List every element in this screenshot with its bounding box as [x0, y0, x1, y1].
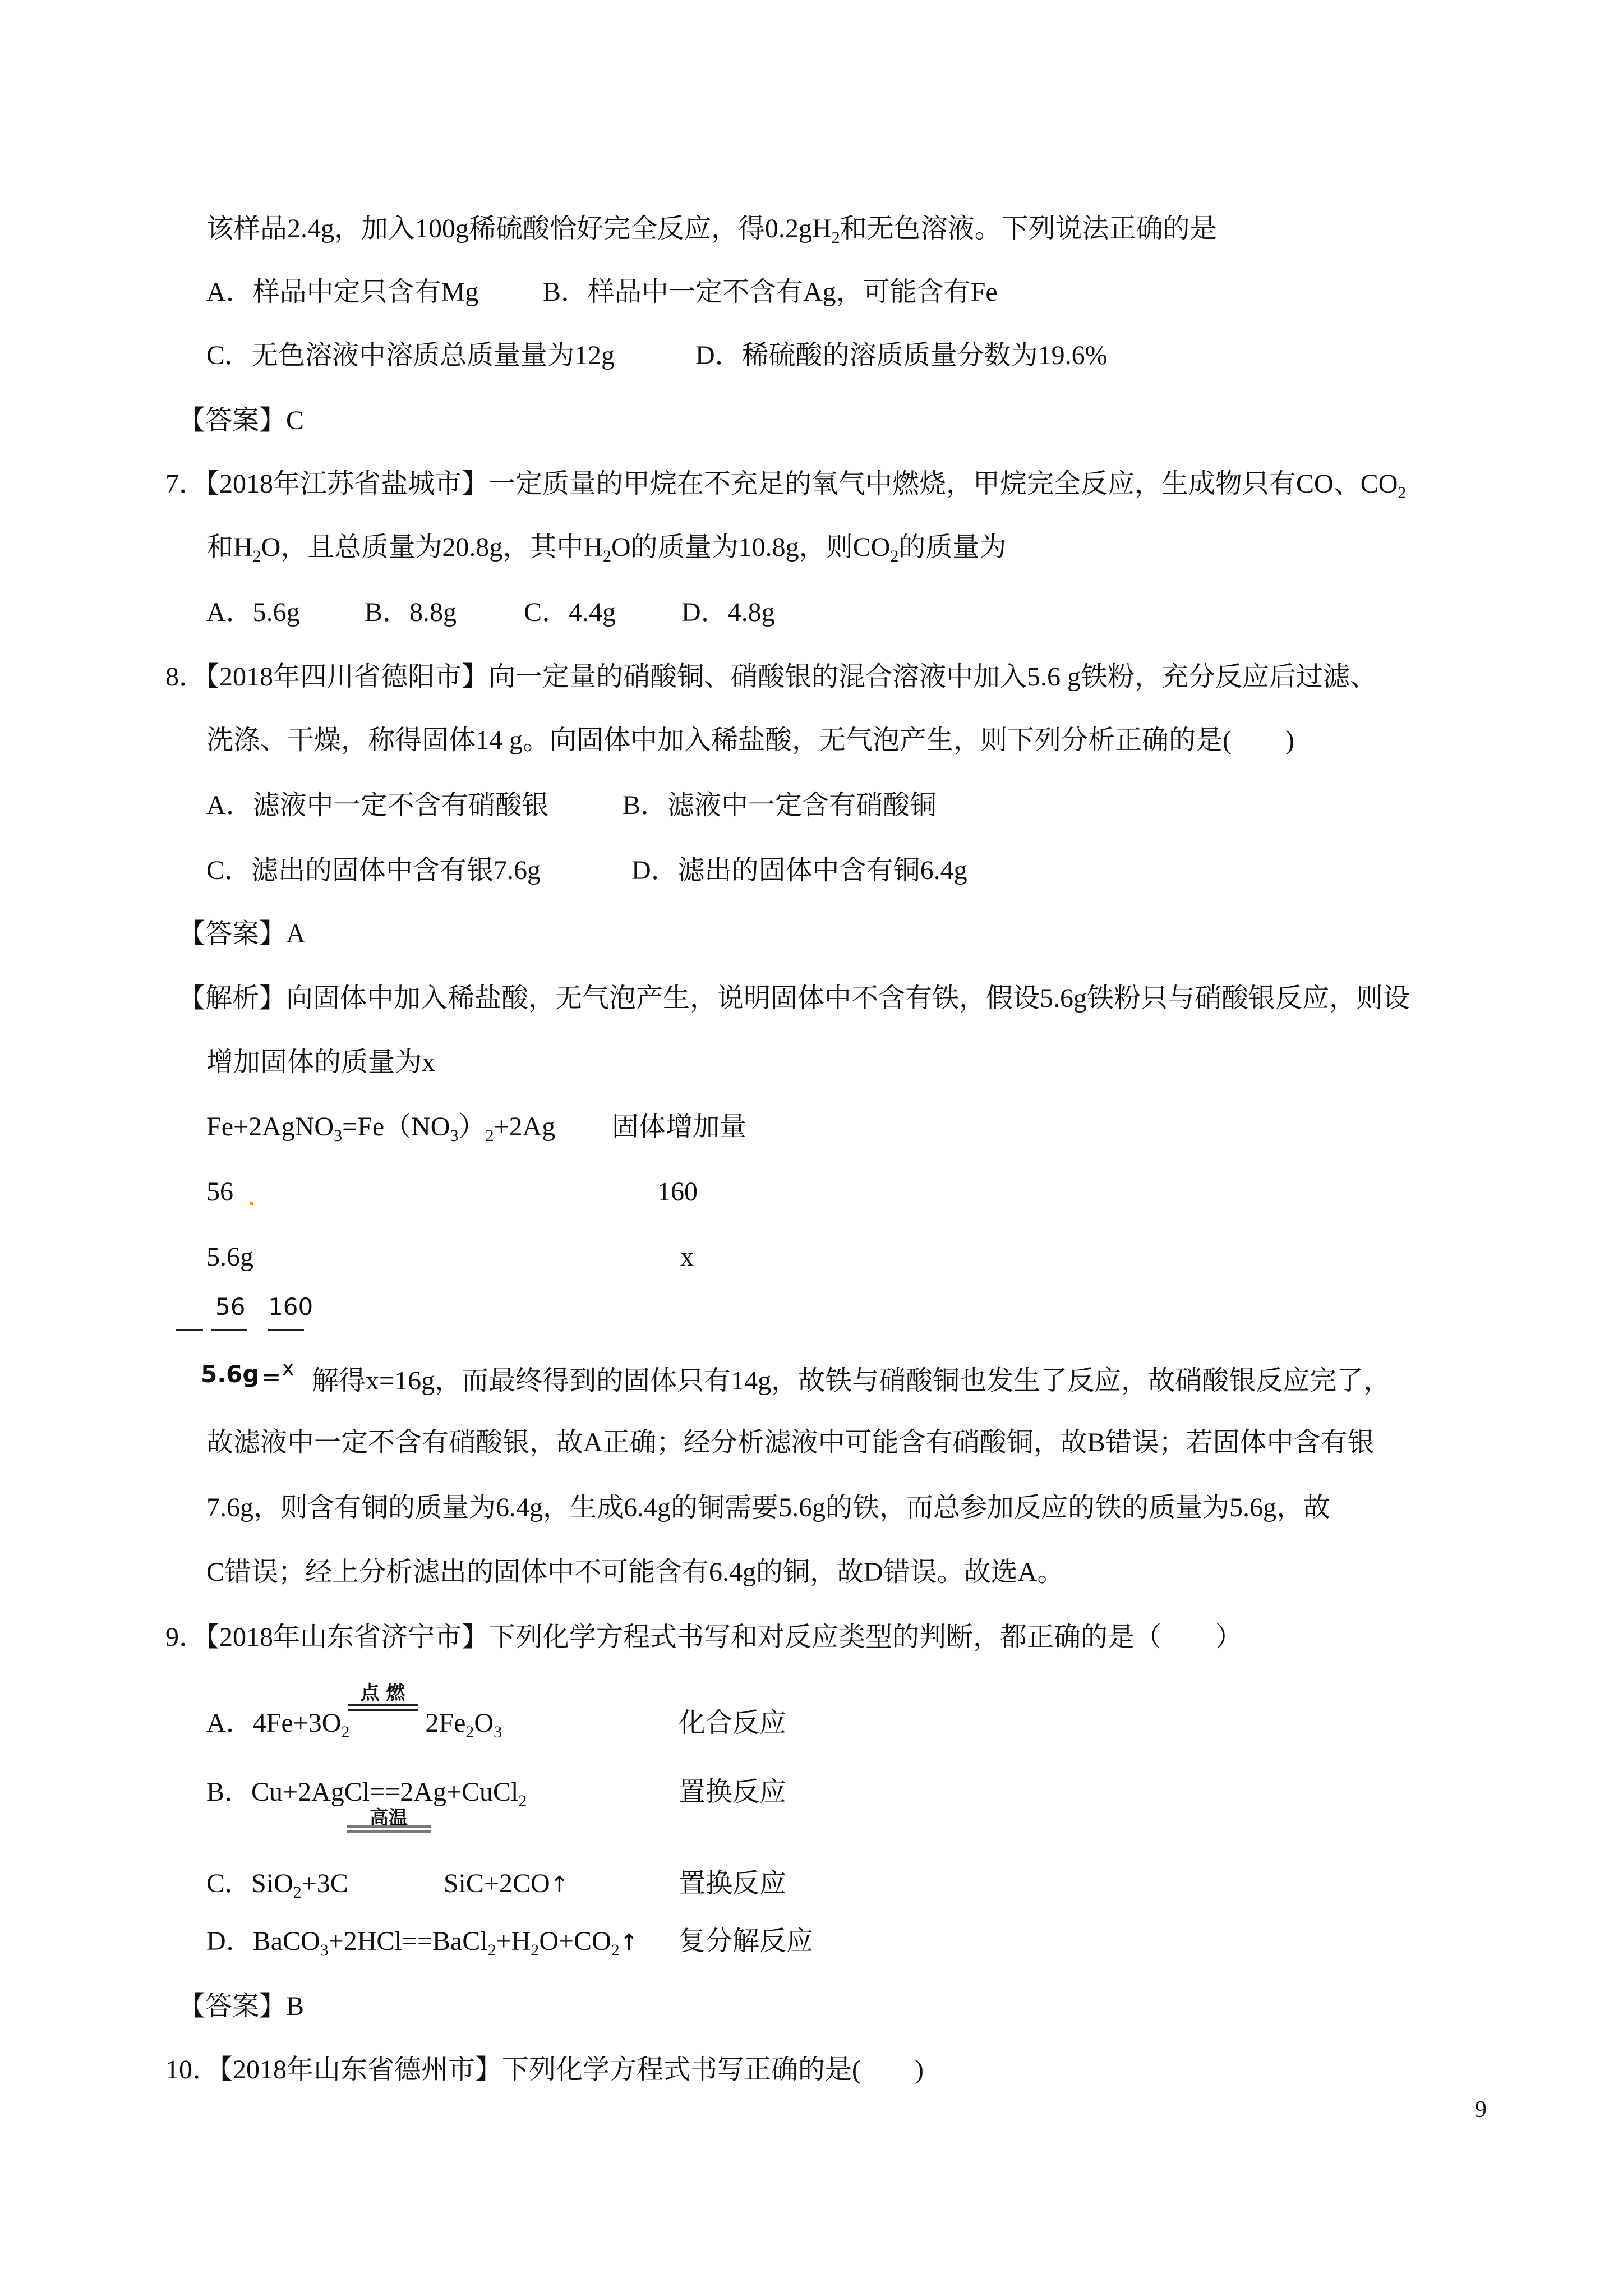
q8-option-d: D．滤出的固体中含有铜6.4g: [631, 855, 967, 885]
q9-option-c: C．SiO$_2$+3C SiC+2CO↑: [206, 1869, 569, 1902]
gas-arrow-icon: ↑: [550, 1872, 569, 1898]
q9-answer: 【答案】B: [178, 1991, 305, 2021]
q6-option-d: D．稀硫酸的溶质质量分数为19.6%: [695, 341, 1108, 370]
q8-equation-note: 固体增加量: [612, 1112, 747, 1142]
q9-option-a-type: 化合反应: [679, 1708, 787, 1738]
q10-stem: 10．【2018年山东省德州市】下列化学方程式书写正确的是( ): [165, 2055, 924, 2085]
q8-answer: 【答案】A: [178, 919, 306, 949]
q7-option-c: C．4.4g: [524, 597, 616, 627]
q8-analysis-line2: 增加固体的质量为x: [206, 1047, 436, 1077]
gas-arrow-icon: ↑: [619, 1930, 639, 1955]
fraction-bar: [176, 1329, 203, 1331]
q9-option-b: B．Cu+2AgCl==2Ag+CuCl$_2$: [206, 1777, 527, 1810]
fraction-equals: =: [261, 1363, 282, 1391]
q8-stem-line2: 洗涤、干燥，称得固体14 g。向固体中加入稀盐酸，无气泡产生，则下列分析正确的是( ): [206, 725, 1294, 755]
q7-option-b: B．8.8g: [365, 597, 457, 627]
q6-option-b: B．样品中一定不含有Ag，可能含有Fe: [543, 277, 998, 307]
fraction-1-numerator: 56: [215, 1293, 246, 1320]
fraction-2-numerator: 160: [268, 1293, 313, 1320]
stray-mark: [250, 1202, 253, 1205]
q8-analysis-line6: C错误；经上分析滤出的固体中不可能含有6.4g的铜，故D错误。故选A。: [206, 1557, 1064, 1587]
q8-option-a: A．滤液中一定不含有硝酸银: [206, 790, 549, 820]
q9-option-a: A．$4Fe+3O_2$ $2Fe_2O_3$: [206, 1708, 502, 1741]
fraction-1-denominator: 5.6g: [201, 1360, 260, 1388]
fraction-2-bar: [268, 1329, 304, 1331]
q8-row2-right: x: [680, 1242, 694, 1272]
q6-answer: 【答案】C: [178, 406, 305, 435]
q8-analysis-line1: 【解析】向固体中加入稀盐酸，无气泡产生，说明固体中不含有铁，假设5.6g铁粉只与硝酸银反应，则设: [178, 983, 1410, 1013]
q9-option-d: D．$BaCO_3+2HCl==BaCl_2+H_2O+CO_2↑$: [206, 1926, 639, 1959]
q9-option-b-type: 置换反应: [679, 1777, 787, 1807]
q6-option-a: A．样品中定只含有Mg: [206, 277, 479, 307]
q7-option-d: D．4.8g: [681, 597, 775, 627]
fraction-2-denominator: x: [282, 1357, 294, 1380]
q8-row1-right: 160: [657, 1177, 698, 1207]
equals-sign: [347, 1825, 431, 1833]
page-number: 9: [1475, 2097, 1487, 2123]
q8-stem: 8．【2018年四川省德阳市】向一定量的硝酸铜、硝酸银的混合溶液中加入5.6 g铁粉，充分反应后过滤、: [165, 662, 1377, 692]
q7-stem-line2: 和$H_2O$，且总质量为20.8g，其中$H_2O$的质量为10.8g，则$CO_2$的质量为: [206, 532, 1007, 565]
q8-analysis-line4: 故滤液中一定不含有硝酸银，故A正确；经分析滤液中可能含有硝酸铜，故B错误；若固体中含有银: [206, 1428, 1375, 1457]
equals-sign: [348, 1704, 418, 1711]
q8-analysis-line3: 解得x=16g，而最终得到的固体只有14g，故铁与硝酸铜也发生了反应，故硝酸银反应完了，: [312, 1366, 1391, 1396]
q7-stem: 7．【2018年江苏省盐城市】一定质量的甲烷在不充足的氧气中燃烧，甲烷完全反应，生成物只有CO、$CO_2$: [165, 469, 1407, 502]
q8-option-c: C．滤出的固体中含有银7.6g: [206, 855, 541, 885]
q9-stem: 9．【2018年山东省济宁市】下列化学方程式书写和对反应类型的判断，都正确的是（ ）: [165, 1622, 1243, 1652]
ignition-condition-label: 点 燃: [360, 1682, 405, 1704]
q7-option-a: A．5.6g: [206, 597, 300, 627]
q8-row2-left: 5.6g: [206, 1242, 253, 1272]
q6-stem: 该样品2.4g，加入100g稀硫酸恰好完全反应，得$0.2gH_2$和无色溶液。下列说法正确的是: [206, 214, 1217, 247]
q9-option-d-type: 复分解反应: [679, 1926, 814, 1956]
q8-option-b: B．滤液中一定含有硝酸铜: [623, 790, 937, 820]
high-temp-condition-label: 高温: [370, 1807, 408, 1829]
q6-option-c: C．无色溶液中溶质总质量量为12g: [206, 341, 615, 370]
q9-option-c-type: 置换反应: [679, 1869, 787, 1898]
q8-equation: $Fe+2AgNO_3=Fe(NO_3)_2+2Ag$: [206, 1112, 556, 1145]
q8-analysis-line5: 7.6g，则含有铜的质量为6.4g，生成6.4g的铜需要5.6g的铁，而总参加反应的铁的质量为5.6g，故: [206, 1493, 1331, 1522]
fraction-1-bar: [211, 1329, 247, 1331]
q8-row1-left: 56: [206, 1177, 233, 1207]
